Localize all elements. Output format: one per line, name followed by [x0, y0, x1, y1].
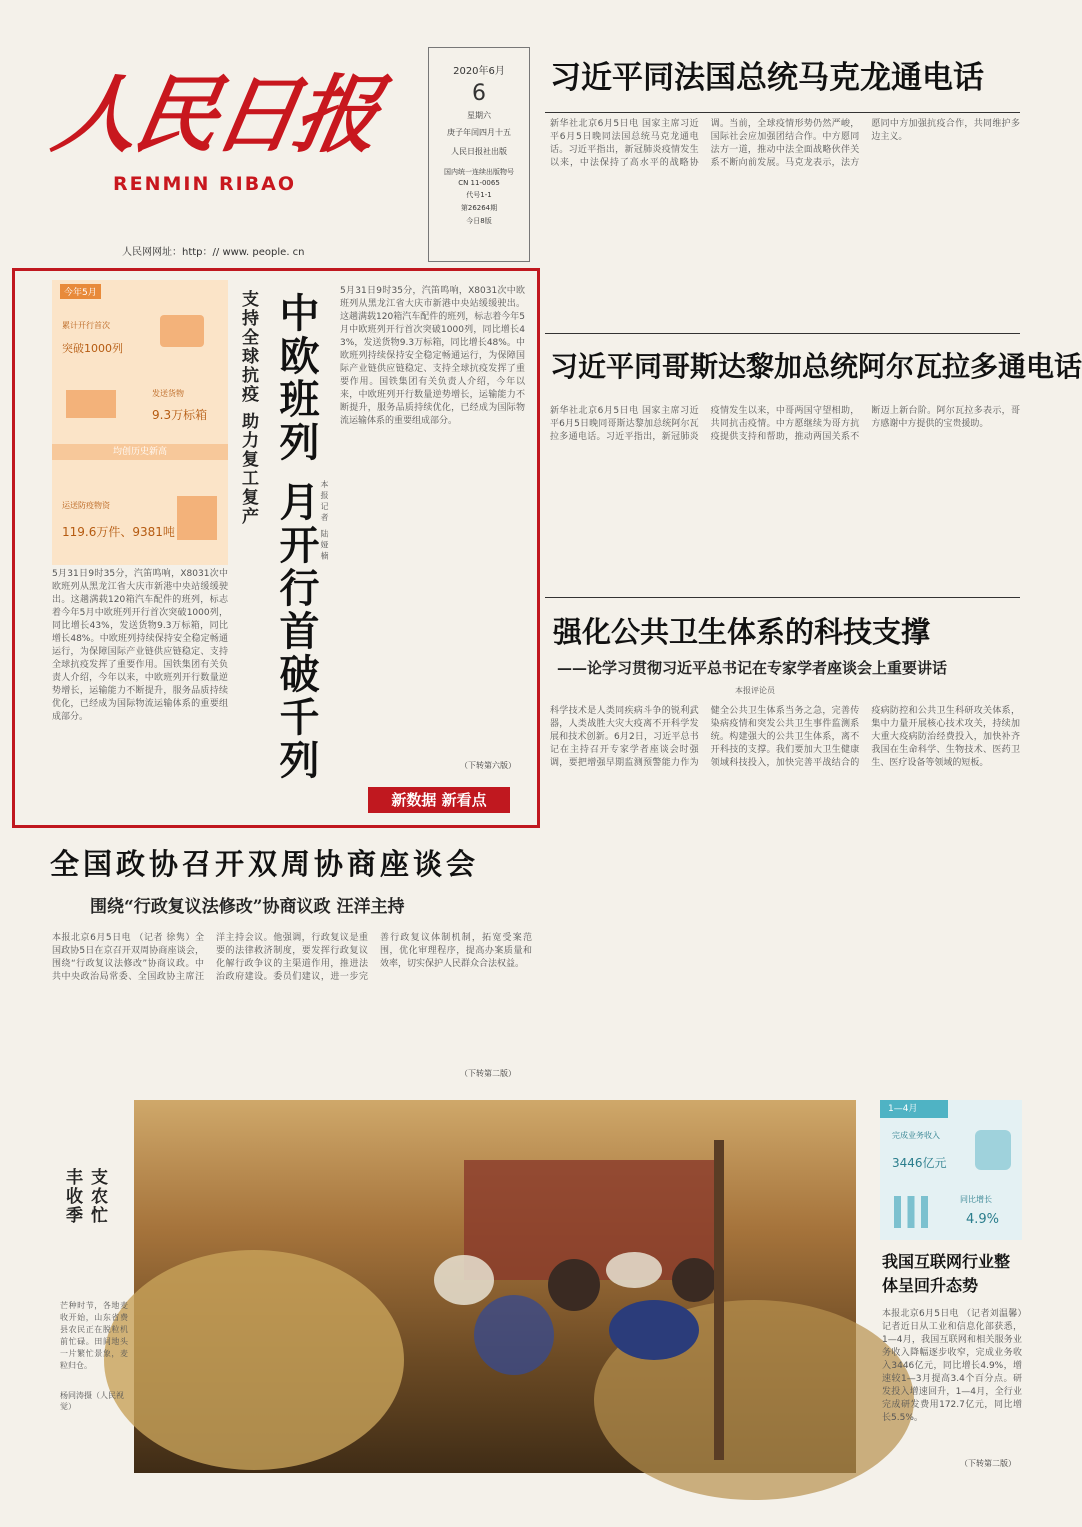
info-stat2-value: 9.3万标箱 — [152, 408, 208, 422]
feature-tag: 新数据 新看点 — [368, 787, 510, 813]
train-icon — [160, 315, 204, 347]
date-cn: CN 11-0065 — [458, 179, 500, 187]
date-publisher: 人民日报社出版 — [451, 147, 507, 156]
info-header: 今年5月 — [60, 284, 101, 299]
info-stat2-label: 发送货物 — [152, 389, 184, 398]
sidebar-stat2-label: 同比增长 — [960, 1195, 992, 1204]
headline-1: 习近平同法国总统马克龙通电话 — [550, 60, 984, 96]
sidebar-info-header: 1—4月 — [880, 1100, 948, 1118]
date-box — [428, 47, 530, 262]
date-day: 6 — [472, 81, 486, 106]
date-month: 2020年6月 — [453, 66, 505, 77]
headline-2: 习近平同哥斯达黎加总统阿尔瓦拉多通电话 — [550, 350, 1082, 383]
headline-4-text: 本报北京6月5日电 （记者 徐隽）全国政协5日在京召开双周协商座谈会，围绕“行政复议法修改”协商议政。中共中央政治局常委、全国政协主席汪洋主持会议。他强调，行政复议是重要的法律救济制度，要发挥行政复议化解行政争议的主渠道作用，推进法治政府建设。委员们建议，进一步完善行政复议体制机制，拓宽受案范围，优化审理程序，提高办案质量和效率，切实保护人民群众合法权益。 — [52, 933, 532, 982]
date-issue: 第26264期 — [460, 204, 498, 212]
headline-2-rule — [545, 333, 1020, 334]
date-code: 代号1-1 — [466, 191, 492, 199]
headline-3-byline: 本报评论员 — [735, 686, 775, 695]
feature-footer: （下转第六版） — [460, 761, 516, 770]
sidebar-stat1-label: 完成业务收入 — [892, 1131, 940, 1140]
headline-4-footer: （下转第二版） — [460, 1069, 516, 1078]
sidebar-chart-icon — [894, 1196, 928, 1228]
headline-4: 全国政协召开双周协商座谈会 — [50, 847, 480, 881]
feature-infographic — [52, 280, 228, 565]
info-stat1-label: 累计开行首次 — [62, 321, 110, 330]
box-icon — [177, 496, 217, 540]
headline-3-rule — [545, 597, 1020, 598]
harvest-photo-art — [134, 1100, 856, 1473]
info-stat3-value: 119.6万件、9381吨 — [62, 525, 175, 539]
boxes-icon — [66, 390, 116, 418]
headline-3: 强化公共卫生体系的科技支撑 — [553, 615, 931, 649]
sidebar-coins-icon — [975, 1130, 1011, 1170]
sidebar-footer: （下转第二版） — [960, 1459, 1016, 1468]
date-lunar: 庚子年闰四月十五 — [447, 128, 511, 137]
website-url: 人民网网址：http：// www. people. cn — [122, 247, 305, 258]
sidebar-stat1-value: 3446亿元 — [892, 1156, 947, 1170]
headline-3-subtitle: ——论学习贯彻习近平总书记在专家学者座谈会上重要讲话 — [557, 659, 948, 677]
info-stat1-value: 突破1000列 — [62, 342, 123, 355]
feature-text-left: 5月31日9时35分，汽笛鸣响，X8031次中欧班列从黑龙江省大庆市新港中央站缓缓驶出。这趟满载120箱汽车配件的班列，标志着今年5月中欧班列开行首次突破1000列，同比增长43%，发送货物9.3万标箱，同比增长48%。中欧班列持续保持安全稳定畅通运行，为保障国际产业链供应链稳定、支持全球抗疫发挥了重要作用。国铁集团有关负责人介绍，今年以来，中欧班列开行数量逆势增长，运输能力不断提升，服务品质持续优化，已经成为国际物流运输体系的重要组成部分。 — [52, 569, 228, 722]
date-issn: 国内统一连续出版物号 — [444, 168, 514, 176]
headline-3-text: 科学技术是人类同疾病斗争的锐利武器，人类战胜大灾大疫离不开科学发展和技术创新。6月2日，习近平总书记在主持召开专家学者座谈会时强调，要把增强早期监测预警能力作为健全公共卫生体系当务之急，完善传染病疫情和突发公共卫生事件监测系统。构建强大的公共卫生体系，离不开科技的支撑。我们要加大卫生健康领域科技投入，加快完善平战结合的疫病防控和公共卫生科研攻关体系，集中力量开展核心技术攻关，持续加大重大疫病防治经费投入，加快补齐我国在生命科学、生物技术、医药卫生、医疗设备等领域的短板。 — [550, 706, 1020, 768]
photo-credit: 杨同涛摄（人民视觉） — [60, 1391, 124, 1411]
feature-subtitle: 支持全球抗疫 助力复工复产 — [238, 290, 258, 526]
info-stat3-label: 运送防疫物资 — [62, 501, 110, 510]
headline-2-text: 新华社北京6月5日电 国家主席习近平6月5日晚同哥斯达黎加总统阿尔瓦拉多通电话。习近平指出，新冠肺炎疫情发生以来，中哥两国守望相助，共同抗击疫情。中方愿继续为哥方抗疫提供支持和帮助，推动两国关系不断迈上新台阶。阿尔瓦拉多表示，哥方感谢中方提供的宝贵援助。 — [550, 406, 1020, 442]
sidebar-stat2-value: 4.9% — [966, 1212, 1000, 1227]
sidebar-title: 我国互联网行业整体呈回升态势 — [882, 1252, 1011, 1295]
sidebar-infographic — [880, 1100, 1022, 1240]
feature-text-right: 5月31日9时35分，汽笛鸣响，X8031次中欧班列从黑龙江省大庆市新港中央站缓缓驶出。这趟满载120箱汽车配件的班列，标志着今年5月中欧班列开行首次突破1000列，同比增长43%，发送货物9.3万标箱，同比增长48%。中欧班列持续保持安全稳定畅通运行，为保障国际产业链供应链稳定、支持全球抗疫发挥了重要作用。国铁集团有关负责人介绍，今年以来，中欧班列开行数量逆势增长，运输能力不断提升，服务品质持续优化，已经成为国际物流运输体系的重要组成部分。 — [340, 286, 525, 426]
info-mid-banner: 均创历史新高 — [52, 444, 228, 460]
headline-4-subtitle: 围绕“行政复议法修改”协商议政 汪洋主持 — [90, 897, 405, 917]
harvest-photo — [134, 1100, 856, 1473]
masthead-logo — [46, 55, 395, 195]
photo-caption-text: 芒种时节，各地麦收开始，山东省费县农民正在脱粒机前忙碌。田间地头一片繁忙景象，麦粒归仓。 — [60, 1301, 128, 1370]
photo-caption-title: 支农忙 丰收季 — [62, 1168, 107, 1225]
headline-1-text: 新华社北京6月5日电 国家主席习近平6月5日晚同法国总统马克龙通电话。习近平指出，新冠肺炎疫情发生以来，中法保持了高水平的战略协调。当前，全球疫情形势仍然严峻，国际社会应加强团结合作。中方愿同法方一道，推动中法全面战略伙伴关系不断向前发展。马克龙表示，法方愿同中方加强抗疫合作，共同维护多边主义。 — [550, 119, 1020, 168]
date-weekday: 星期六 — [467, 111, 491, 120]
logo-pinyin: RENMIN RIBAO — [113, 173, 297, 195]
logo-text: 人民日报 — [46, 65, 384, 164]
feature-byline: 本报记者 陆娅楠 — [320, 480, 329, 563]
feature-main-title: 中欧班列 月开行首破千列 — [273, 292, 320, 782]
headline-1-rule — [545, 112, 1020, 113]
date-pages: 今日8版 — [466, 217, 492, 225]
sidebar-text: 本报北京6月5日电 （记者刘温馨）记者近日从工业和信息化部获悉，1—4月，我国互联网和相关服务业务收入降幅逐步收窄，完成业务收入3446亿元，同比增长4.9%，增速较1—3月提高3.4个百分点。研发投入增速回升，1—4月，全行业完成研发费用172.7亿元，同比增长5.5%。 — [882, 1309, 1022, 1423]
